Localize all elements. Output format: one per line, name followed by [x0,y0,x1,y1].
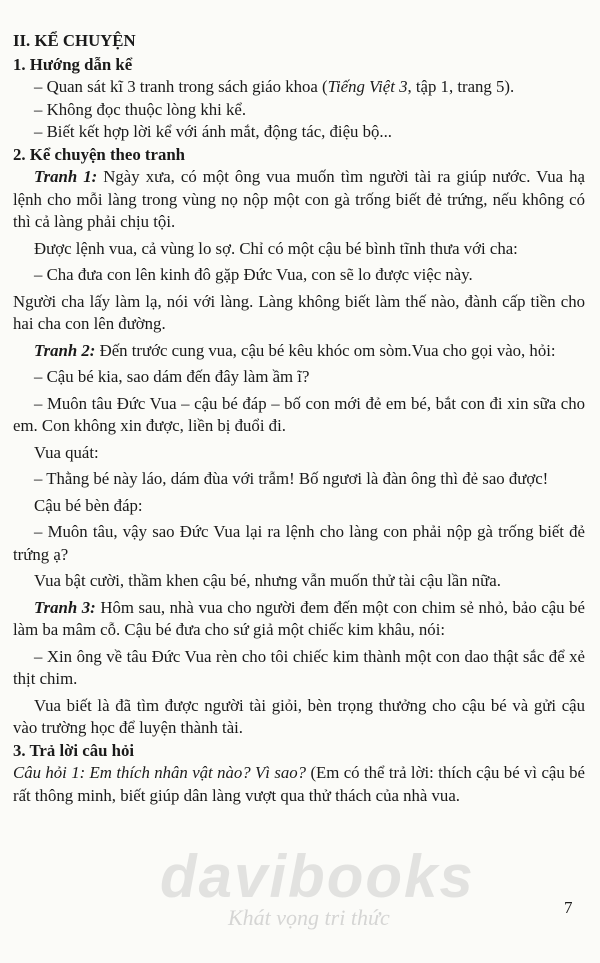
picture-2-text: Đến trước cung vua, cậu bé kêu khóc om sòm.Vua cho gọi vào, hỏi: [95,340,556,360]
story-paragraph: Vua bật cười, thầm khen cậu bé, nhưng vẫn muốn thử tài cậu lần nữa. [34,571,501,590]
story-paragraph: – Xin ông về tâu Đức Vua rèn cho tôi chiếc kim thành một con dao thật sắc để xẻ thịt chim. [13,646,585,688]
guide-item-observe-b: , tập 1, trang 5). [407,77,515,96]
guide-item-observe-a: – Quan sát kĩ 3 tranh trong sách giáo khoa ( [34,77,328,96]
guide-item-gestures: – Biết kết hợp lời kể với ánh mắt, động tác, điệu bộ... [34,122,392,141]
question-1-prompt: Câu hỏi 1: Em thích nhân vật nào? Vì sao? [13,763,307,782]
story-paragraph: – Muôn tâu, vậy sao Đức Vua lại ra lệnh cho làng con phải nộp gà trống biết đẻ trứng ạ? [13,522,585,564]
story-paragraph: – Muôn tâu Đức Vua – cậu bé đáp – bố con mới đẻ em bé, bắt con đi xin sữa cho em. Con không xin được, liền bị đuổi đi. [13,393,585,435]
picture-2-paragraph [13,340,585,363]
heading-questions: 3. Trả lời câu hỏi [13,740,135,760]
guide-item-no-memorize: – Không đọc thuộc lòng khi kể. [34,99,247,119]
question-1-paragraph [13,762,585,807]
watermark-brand: davibooks [160,843,475,910]
page-number: 7 [564,898,573,917]
story-paragraph: Vua quát: [34,442,99,462]
heading-story: 2. Kể chuyện theo tranh [13,144,186,164]
story-paragraph: Cậu bé bèn đáp: [34,495,143,515]
page-content [13,30,585,807]
picture-1-text: Ngày xưa, có một ông vua muốn tìm người tài ra giúp nước. Vua hạ lệnh cho mỗi làng trong vùng nọ nộp một con gà trống biết đẻ trứng, nếu không có thì cả làng phải chịu tội. [13,167,585,231]
book-title: Tiếng Việt 3 [327,77,408,96]
guide-item-observe [13,76,585,99]
picture-3-text: Hôm sau, nhà vua cho người đem đến một con chim sẻ nhỏ, bảo cậu bé làm ba mâm cỗ. Cậu bé đưa cho sứ giả một chiếc kim khâu, nói: [13,597,585,639]
question-1-answer: (Em có thể trả lời: thích cậu bé vì cậu bé rất thông minh, biết giúp dân làng vượt qua thử thách của nhà vua. [13,763,585,805]
picture-3-paragraph [13,597,585,642]
story-paragraph: Vua biết là đã tìm được người tài giỏi, bèn trọng thưởng cho cậu bé và gửi cậu vào trường học để luyện thành tài. [13,695,585,737]
heading-guide: 1. Hướng dẫn kể [13,54,133,74]
picture-2-label: Tranh 2: [34,340,96,360]
section-title: II. KỂ CHUYỆN [13,31,136,50]
story-paragraph: – Cha đưa con lên kinh đô gặp Đức Vua, con sẽ lo được việc này. [34,265,473,284]
picture-1-label: Tranh 1: [34,167,98,186]
story-paragraph: – Thằng bé này láo, dám đùa với trẫm! Bố ngươi là đàn ông thì đẻ sao được! [34,469,549,488]
story-paragraph: Người cha lấy làm lạ, nói với làng. Làng không biết làm thế nào, đành cấp tiền cho hai cha con lên đường. [13,291,585,333]
watermark-slogan: Khát vọng tri thức [228,905,390,930]
story-paragraph: – Cậu bé kia, sao dám đến đây làm ầm ĩ? [34,367,310,386]
story-paragraph: Được lệnh vua, cả vùng lo sợ. Chỉ có một cậu bé bình tĩnh thưa với cha: [34,238,518,258]
picture-1-paragraph [13,166,585,234]
picture-3-label: Tranh 3: [34,597,96,617]
